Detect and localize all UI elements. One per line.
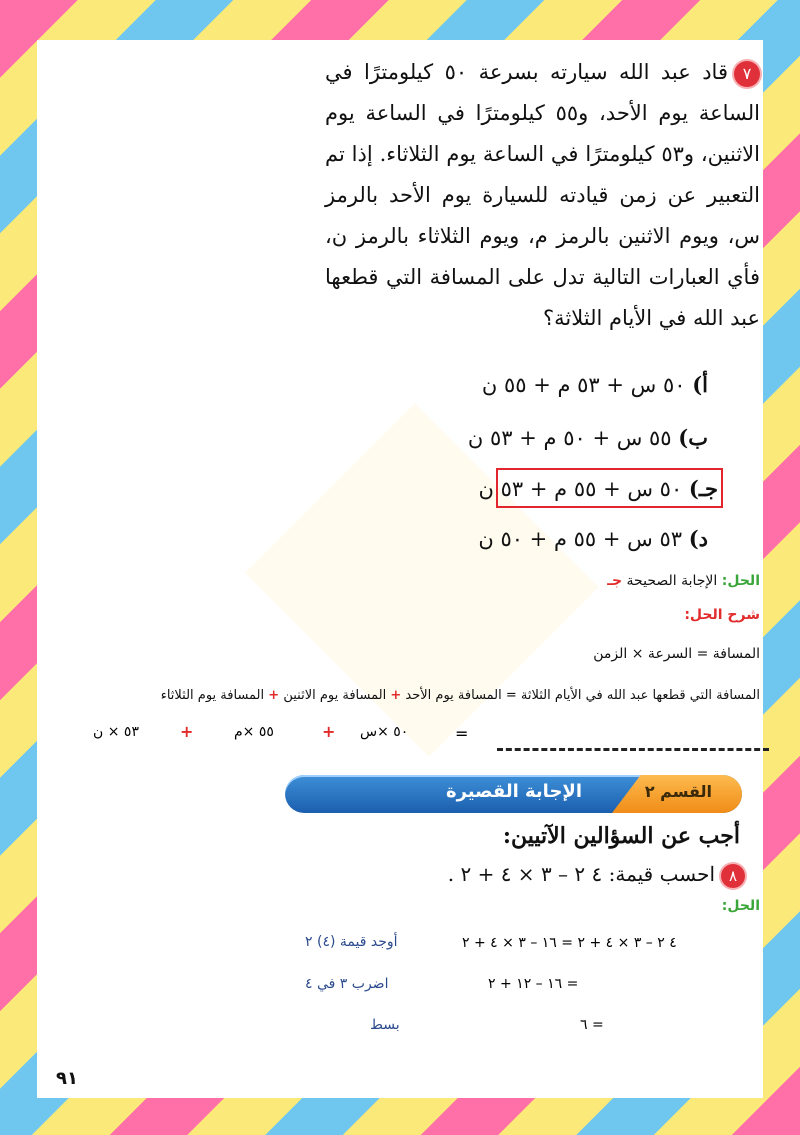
long-formula-plus1: + xyxy=(390,688,402,703)
long-formula-part3: المسافة يوم الثلاثاء xyxy=(160,688,265,703)
solution-7-answer-letter: جـ xyxy=(607,573,623,589)
option-a[interactable] xyxy=(482,372,708,397)
long-formula-part2: المسافة يوم الاثنين xyxy=(283,688,387,703)
calc-eq: = xyxy=(455,724,469,743)
question-7-text: قاد عبد الله سيارته بسرعة ٥٠ كيلومترًا في الساعة يوم الأحد، و٥٥ كيلومترًا في الساعة يوم الاثنين، و٥٣ كيلومترًا في الساعة يوم الثلاثاء. إذا تم التعبير عن زمن قيادته للسيارة يوم الأحد بالرمز س، ويوم الاثنين بالرمز م، ويوم الثلاثاء بالرمز ن، فأي العبارات التالية تدل على المسافة التي قطعها عبد الله في الأيام الثلاثة؟ xyxy=(325,60,760,330)
step-2-expr: = ١٦ – ١٢ + ٢ xyxy=(488,976,579,992)
option-c-label: جـ) xyxy=(688,476,718,501)
calc-term3: ٥٣ × ن xyxy=(93,724,139,740)
explain-label: شرح الحل: xyxy=(684,607,760,623)
option-a-expr: ٥٠ س + ٥٣ م + ٥٥ ن xyxy=(481,373,686,397)
solution-8-label: الحل: xyxy=(721,898,760,914)
step-3-note: بسط xyxy=(370,1017,400,1033)
separator-dashes xyxy=(497,748,769,751)
instruction: أجب عن السؤالين الآتيين: xyxy=(502,823,740,849)
option-d[interactable] xyxy=(478,526,708,551)
section-label: القسم ٢ xyxy=(644,782,712,801)
question-7 xyxy=(325,52,760,339)
solution-7-line xyxy=(607,573,760,589)
option-a-label: أ) xyxy=(692,372,708,397)
solution-7-answer-text: الإجابة الصحيحة xyxy=(626,573,718,589)
question-8 xyxy=(448,862,745,888)
option-d-expr: ٥٣ س + ٥٥ م + ٥٠ ن xyxy=(478,527,683,551)
step-1-expr: ٤ ٢ – ٣ × ٤ + ٢ = ١٦ – ٣ × ٤ + ٢ xyxy=(462,935,677,951)
option-b[interactable] xyxy=(468,425,708,450)
question-7-number-icon: ٧ xyxy=(734,61,760,87)
option-c-expr: ٥٠ س + ٥٥ م + ٥٣ ن xyxy=(478,477,683,501)
calc-term1: ٥٠ ×س xyxy=(360,724,409,740)
calc-plus1: + xyxy=(322,722,336,741)
option-b-label: ب) xyxy=(678,425,708,450)
watermark xyxy=(245,403,599,757)
step-3-expr: = ٦ xyxy=(580,1017,604,1033)
distance-formula: المسافة = السرعة × الزمن xyxy=(593,646,760,662)
solution-7-label: الحل: xyxy=(721,573,760,589)
section-title: الإجابة القصيرة xyxy=(445,781,582,802)
question-8-text: احسب قيمة: ٤ ٢ – ٣ × ٤ + ٢ . xyxy=(447,862,715,886)
long-formula-part1: المسافة التي قطعها عبد الله في الأيام الثلاثة = المسافة يوم الأحد xyxy=(405,688,760,703)
option-c[interactable] xyxy=(479,476,718,501)
step-1-note: أوجد قيمة (٤) ٢ xyxy=(305,934,398,950)
long-formula-plus2: + xyxy=(268,688,280,703)
question-8-number-icon: ٨ xyxy=(721,864,745,888)
step-2-note: اضرب ٣ في ٤ xyxy=(305,976,389,992)
option-b-expr: ٥٥ س + ٥٠ م + ٥٣ ن xyxy=(467,426,672,450)
page-number: ٩١ xyxy=(56,1068,78,1089)
option-d-label: د) xyxy=(688,526,708,551)
long-formula xyxy=(161,688,760,703)
section-banner xyxy=(285,775,742,813)
calc-plus2: + xyxy=(180,722,194,741)
calc-term2: ٥٥ ×م xyxy=(234,724,274,740)
solution-7-explain xyxy=(684,607,760,623)
